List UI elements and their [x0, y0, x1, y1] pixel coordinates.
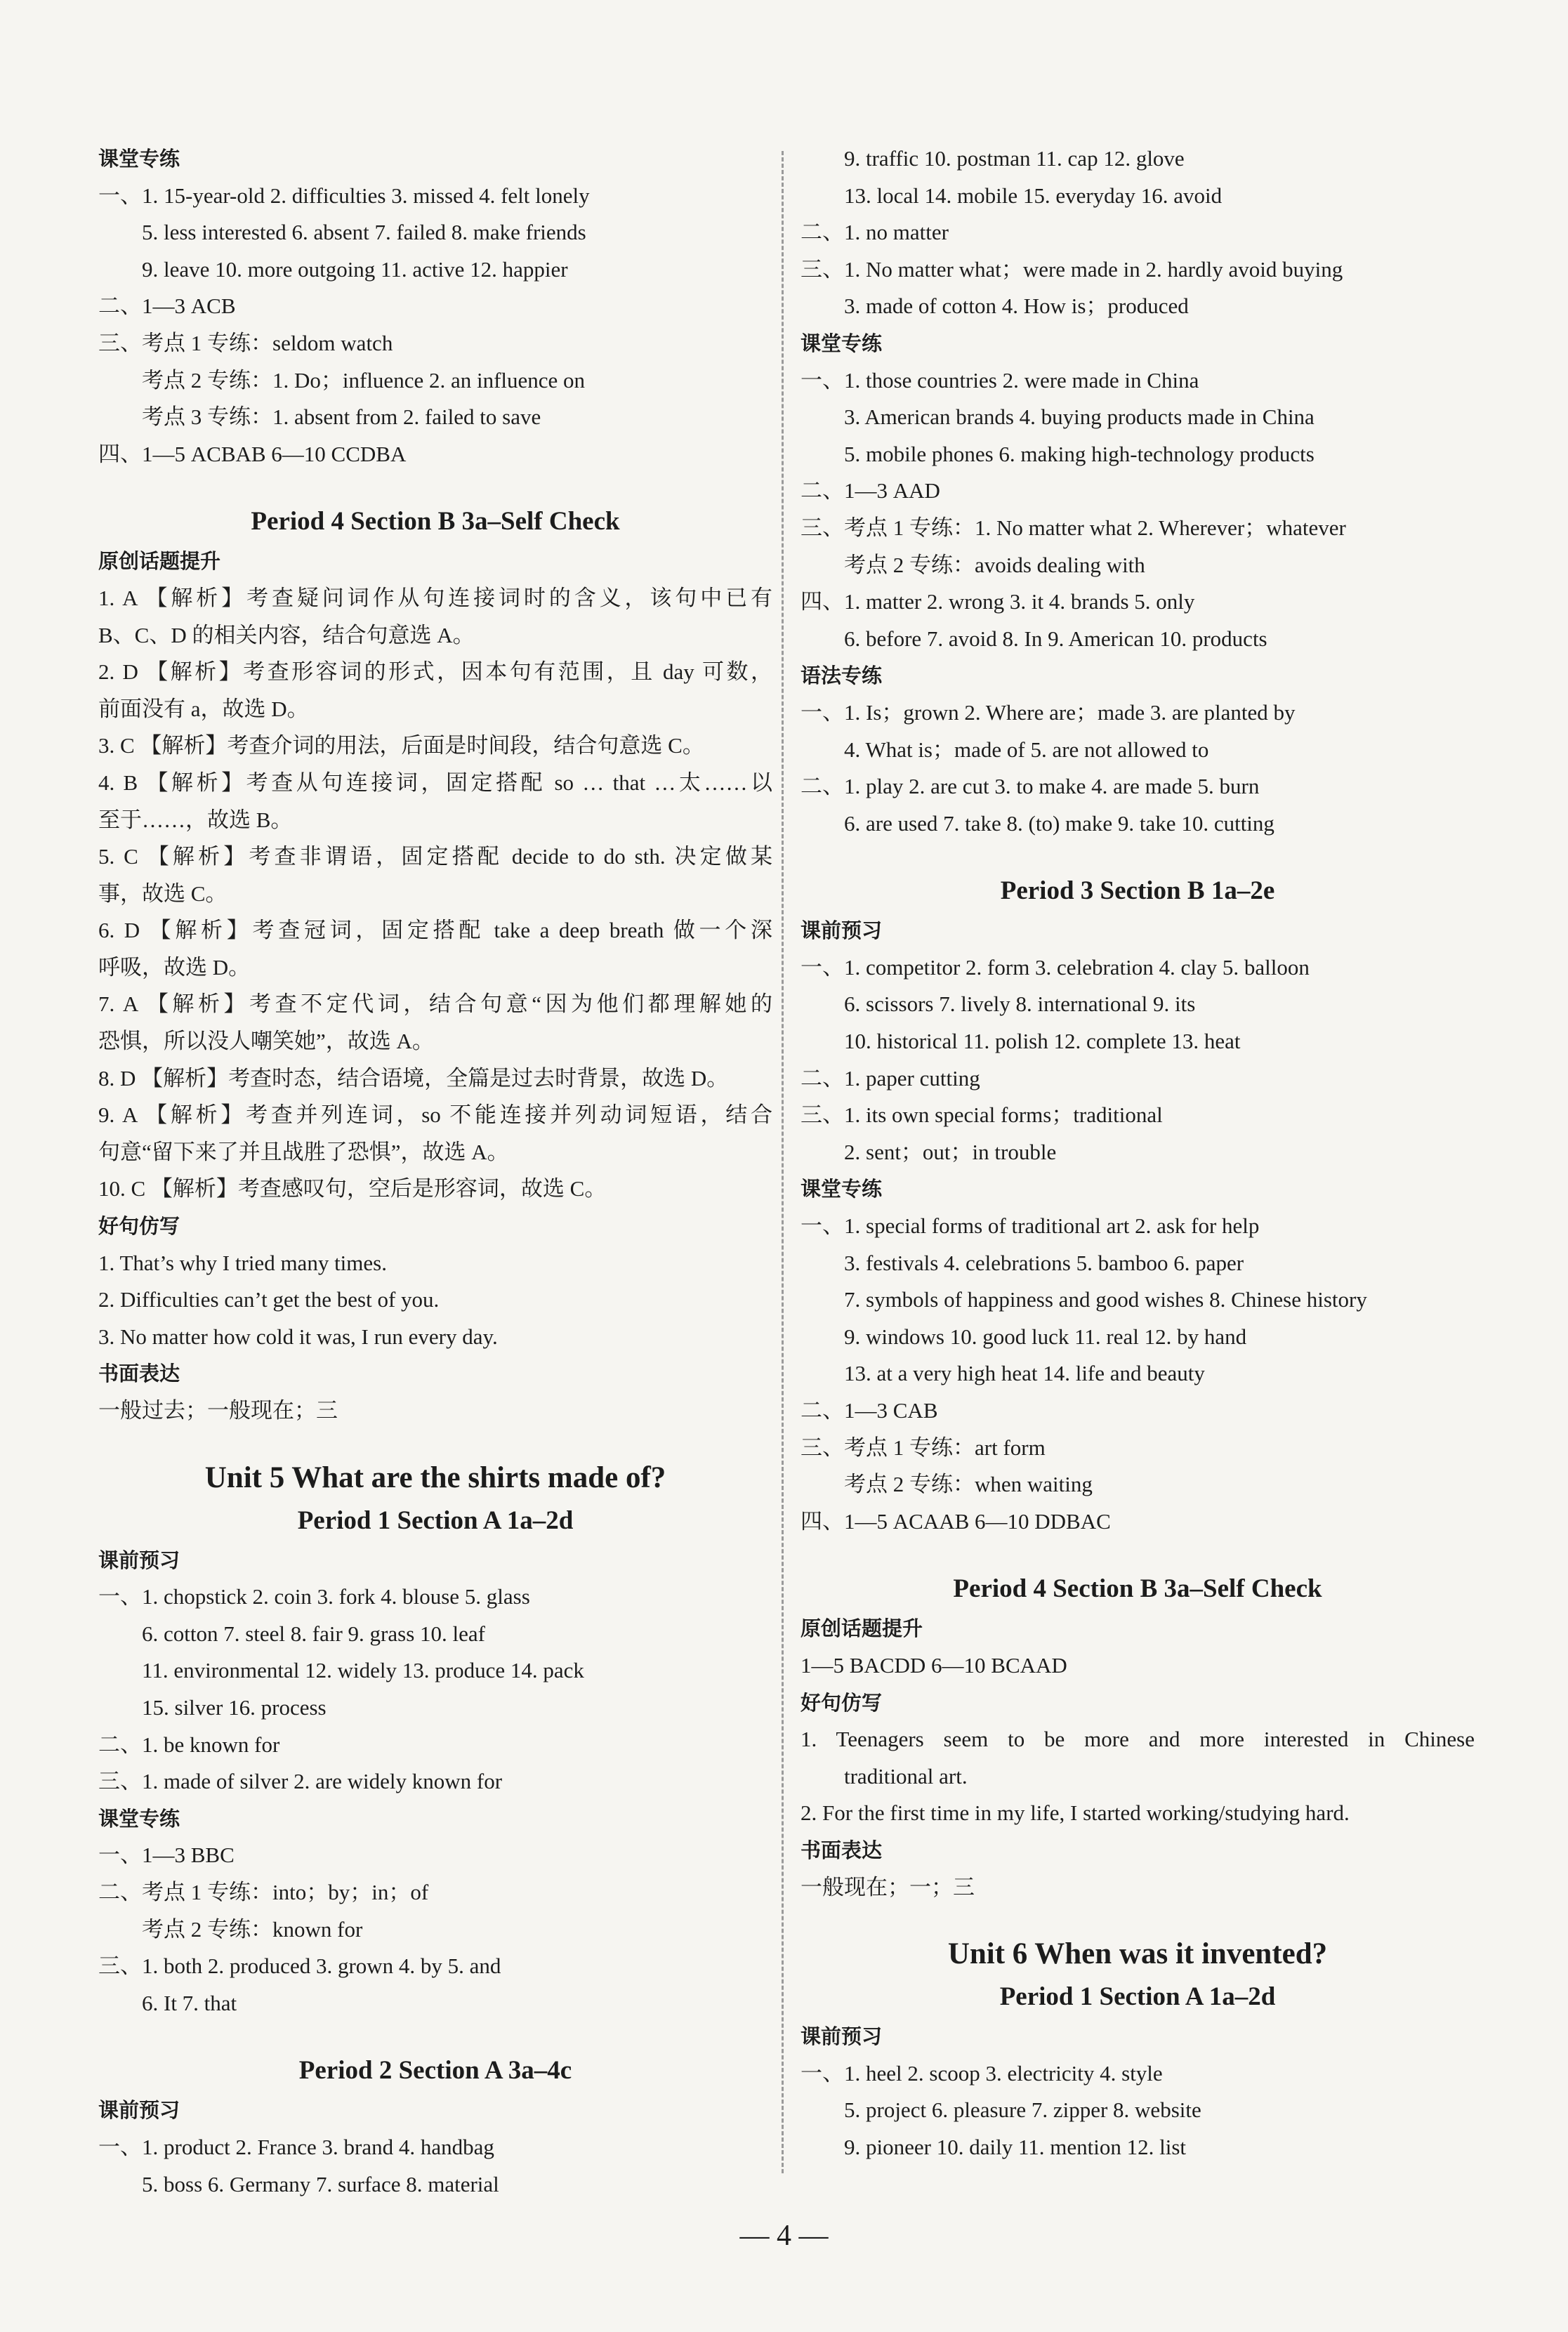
section-label: 课前预习 — [801, 2024, 883, 2049]
answer-line: 至于……，故选 B。 — [98, 807, 293, 832]
answer-line: 1. That’s why I tried many times. — [98, 1250, 387, 1275]
answer-line: 一、1. heel 2. scoop 3. electricity 4. style — [801, 2060, 1163, 2086]
answer-line: 四、1. matter 2. wrong 3. it 4. brands 5. only — [801, 589, 1195, 614]
answer-line: 二、1. play 2. are cut 3. to make 4. are made 5. burn — [801, 774, 1260, 799]
section-label: 课堂专练 — [801, 331, 883, 355]
answer-line: 事，故选 C。 — [98, 881, 228, 906]
answer-line: 6. It 7. that — [142, 1990, 237, 2015]
answer-line: 5. mobile phones 6. making high-technology products — [844, 441, 1315, 466]
section-label: 课前预习 — [98, 1548, 180, 1572]
answer-line: 3. made of cotton 4. How is；produced — [844, 294, 1189, 319]
answer-line: B、C、D 的相关内容，结合句意选 A。 — [98, 622, 475, 647]
section-label: 书面表达 — [801, 1838, 883, 1862]
answer-line: 6. cotton 7. steel 8. fair 9. grass 10. leaf — [142, 1621, 485, 1646]
answer-line: 四、1—5 ACAAB 6—10 DDBAC — [801, 1508, 1111, 1534]
section-label: 原创话题提升 — [801, 1616, 923, 1641]
answer-line: 13. at a very high heat 14. life and beauty — [844, 1361, 1205, 1386]
answer-line: 7. A 【解析】考查不定代词，结合句意“因为他们都理解她的 — [98, 992, 772, 1017]
answer-line: 一、1—3 BBC — [98, 1843, 235, 1868]
section-label: 课堂专练 — [98, 1806, 180, 1831]
answer-line: 13. local 14. mobile 15. everyday 16. avoid — [844, 183, 1223, 208]
answer-line: 9. windows 10. good luck 11. real 12. by hand — [844, 1324, 1247, 1349]
answer-line: 4. What is；made of 5. are not allowed to — [844, 737, 1209, 762]
answer-line: 二、1—3 AAD — [801, 478, 940, 503]
right-column — [801, 140, 1475, 2166]
answer-line: 四、1—5 ACBAB 6—10 CCDBA — [98, 441, 407, 466]
answer-line: 二、1—3 CAB — [801, 1398, 938, 1423]
answer-line: 一般现在；一；三 — [801, 1874, 975, 1899]
answer-line: 三、考点 1 专练：art form — [801, 1435, 1046, 1460]
answer-line: 前面没有 a，故选 D。 — [98, 696, 309, 721]
answer-line: 一般过去；一般现在；三 — [98, 1398, 338, 1423]
left-column — [98, 140, 772, 2203]
answer-line: 15. silver 16. process — [142, 1694, 327, 1720]
answer-line: 恐惧，所以没人嘲笑她”，故选 A。 — [98, 1029, 434, 1054]
section-label: 书面表达 — [98, 1362, 180, 1386]
answer-line: 考点 3 专练：1. absent from 2. failed to save — [142, 404, 541, 430]
answer-line: 11. environmental 12. widely 13. produce 14. pack — [142, 1658, 584, 1683]
answer-line: 1. Teenagers seem to be more and more interested in Chinese — [801, 1727, 1475, 1752]
answer-line: 5. boss 6. Germany 7. surface 8. material — [142, 2171, 499, 2196]
period-heading: Period 1 Section A 1a–2d — [297, 1506, 574, 1535]
period-heading: Period 3 Section B 1a–2e — [1000, 876, 1275, 906]
period-heading: Period 1 Section A 1a–2d — [999, 1982, 1276, 2012]
answer-line: 5. C 【解析】考查非谓语，固定搭配 decide to do sth. 决定做某 — [98, 844, 772, 869]
answer-line: 一、1. Is；grown 2. Where are；made 3. are planted by — [801, 699, 1296, 725]
answer-line: 2. For the first time in my life, I started working/studying hard. — [801, 1800, 1350, 1826]
answer-line: 一、1. 15-year-old 2. difficulties 3. missed 4. felt lonely — [98, 183, 590, 208]
column-divider — [782, 151, 784, 2173]
answer-line: 考点 2 专练：1. Do；influence 2. an influence on — [142, 367, 586, 393]
section-label: 课前预习 — [801, 918, 883, 943]
answer-line: 9. traffic 10. postman 11. cap 12. glove — [844, 146, 1185, 171]
section-label: 好句仿写 — [801, 1690, 883, 1715]
section-label: 语法专练 — [801, 664, 883, 688]
answer-line: 1—5 BACDD 6—10 BCAAD — [801, 1652, 1067, 1678]
answer-line: 二、1. be known for — [98, 1732, 280, 1757]
answer-line: 二、考点 1 专练：into；by；in；of — [98, 1879, 429, 1904]
answer-line: 考点 2 专练：known for — [142, 1916, 363, 1942]
period-heading: Period 4 Section B 3a–Self Check — [953, 1574, 1322, 1604]
answer-line: 3. festivals 4. celebrations 5. bamboo 6. paper — [844, 1250, 1244, 1275]
answer-line: 6. before 7. avoid 8. In 9. American 10. products — [844, 626, 1267, 651]
answer-line: traditional art. — [844, 1763, 968, 1788]
answer-line: 3. C 【解析】考查介词的用法，后面是时间段，结合句意选 C。 — [98, 733, 704, 758]
answer-line: 一、1. special forms of traditional art 2. ask for help — [801, 1213, 1260, 1239]
section-label: 课前预习 — [98, 2098, 180, 2123]
answer-line: 一、1. product 2. France 3. brand 4. handbag — [98, 2134, 494, 2159]
answer-line: 呼吸，故选 D。 — [98, 954, 251, 980]
answer-line: 一、1. competitor 2. form 3. celebration 4. clay 5. balloon — [801, 954, 1310, 980]
answer-line: 一、1. chopstick 2. coin 3. fork 4. blouse 5. glass — [98, 1584, 530, 1609]
answer-line: 二、1. no matter — [801, 220, 949, 245]
answer-line: 考点 2 专练：avoids dealing with — [844, 552, 1145, 577]
answer-line: 2. sent；out；in trouble — [844, 1139, 1057, 1164]
answer-line: 9. leave 10. more outgoing 11. active 12. happier — [142, 256, 568, 282]
answer-line: 7. symbols of happiness and good wishes 8. Chinese history — [844, 1287, 1367, 1312]
answer-line: 二、1—3 ACB — [98, 294, 236, 319]
answer-line: 3. American brands 4. buying products made in China — [844, 404, 1315, 430]
answer-line: 三、考点 1 专练：seldom watch — [98, 330, 393, 355]
answer-line: 考点 2 专练：when waiting — [844, 1472, 1093, 1497]
answer-line: 8. D 【解析】考查时态，结合语境，全篇是过去时背景，故选 D。 — [98, 1065, 729, 1091]
period-heading: Period 4 Section B 3a–Self Check — [251, 507, 620, 536]
answer-line: 5. less interested 6. absent 7. failed 8. make friends — [142, 220, 586, 245]
unit-heading: Unit 6 When was it invented? — [947, 1937, 1328, 1971]
answer-line: 二、1. paper cutting — [801, 1065, 980, 1091]
answer-line: 6. D 【解析】考查冠词，固定搭配 take a deep breath 做一个深 — [98, 918, 772, 943]
answer-line: 一、1. those countries 2. were made in China — [801, 367, 1199, 393]
answer-line: 句意“留下来了并且战胜了恐惧”，故选 A。 — [98, 1139, 509, 1164]
answer-line: 9. pioneer 10. daily 11. mention 12. list — [844, 2134, 1187, 2159]
section-label: 好句仿写 — [98, 1214, 180, 1239]
answer-line: 2. Difficulties can’t get the best of you. — [98, 1287, 440, 1312]
answer-line: 10. C 【解析】考查感叹句，空后是形容词，故选 C。 — [98, 1176, 607, 1201]
answer-line: 6. are used 7. take 8. (to) make 9. take 10. cutting — [844, 810, 1274, 836]
answer-line: 3. No matter how cold it was, I run every day. — [98, 1324, 498, 1349]
answer-line: 1. A 【解析】考查疑问词作从句连接词时的含义，该句中已有 — [98, 585, 772, 610]
page-number: — 4 — — [739, 2220, 829, 2252]
answer-line: 三、1. its own special forms；traditional — [801, 1102, 1163, 1128]
answer-line: 9. A 【解析】考查并列连词，so 不能连接并列动词短语，结合 — [98, 1102, 772, 1128]
answer-line: 三、1. No matter what；were made in 2. hardly avoid buying — [801, 256, 1343, 282]
section-label: 课堂专练 — [801, 1177, 883, 1201]
answer-line: 三、考点 1 专练：1. No matter what 2. Wherever；whatever — [801, 515, 1346, 540]
period-heading: Period 2 Section A 3a–4c — [298, 2056, 572, 2086]
answer-line: 4. B 【解析】考查从句连接词，固定搭配 so … that …太……以 — [98, 770, 772, 795]
section-label: 课堂专练 — [98, 147, 180, 171]
unit-heading: Unit 5 What are the shirts made of? — [204, 1461, 666, 1494]
answer-line: 6. scissors 7. lively 8. international 9. its — [844, 992, 1196, 1017]
answer-line: 三、1. made of silver 2. are widely known for — [98, 1769, 503, 1794]
answer-line: 10. historical 11. polish 12. complete 13. heat — [844, 1029, 1241, 1054]
answer-line: 2. D 【解析】考查形容词的形式，因本句有范围，且 day 可数， — [98, 659, 772, 685]
answer-line: 5. project 6. pleasure 7. zipper 8. website — [844, 2097, 1201, 2123]
section-label: 原创话题提升 — [98, 549, 221, 574]
answer-line: 三、1. both 2. produced 3. grown 4. by 5. and — [98, 1954, 501, 1979]
